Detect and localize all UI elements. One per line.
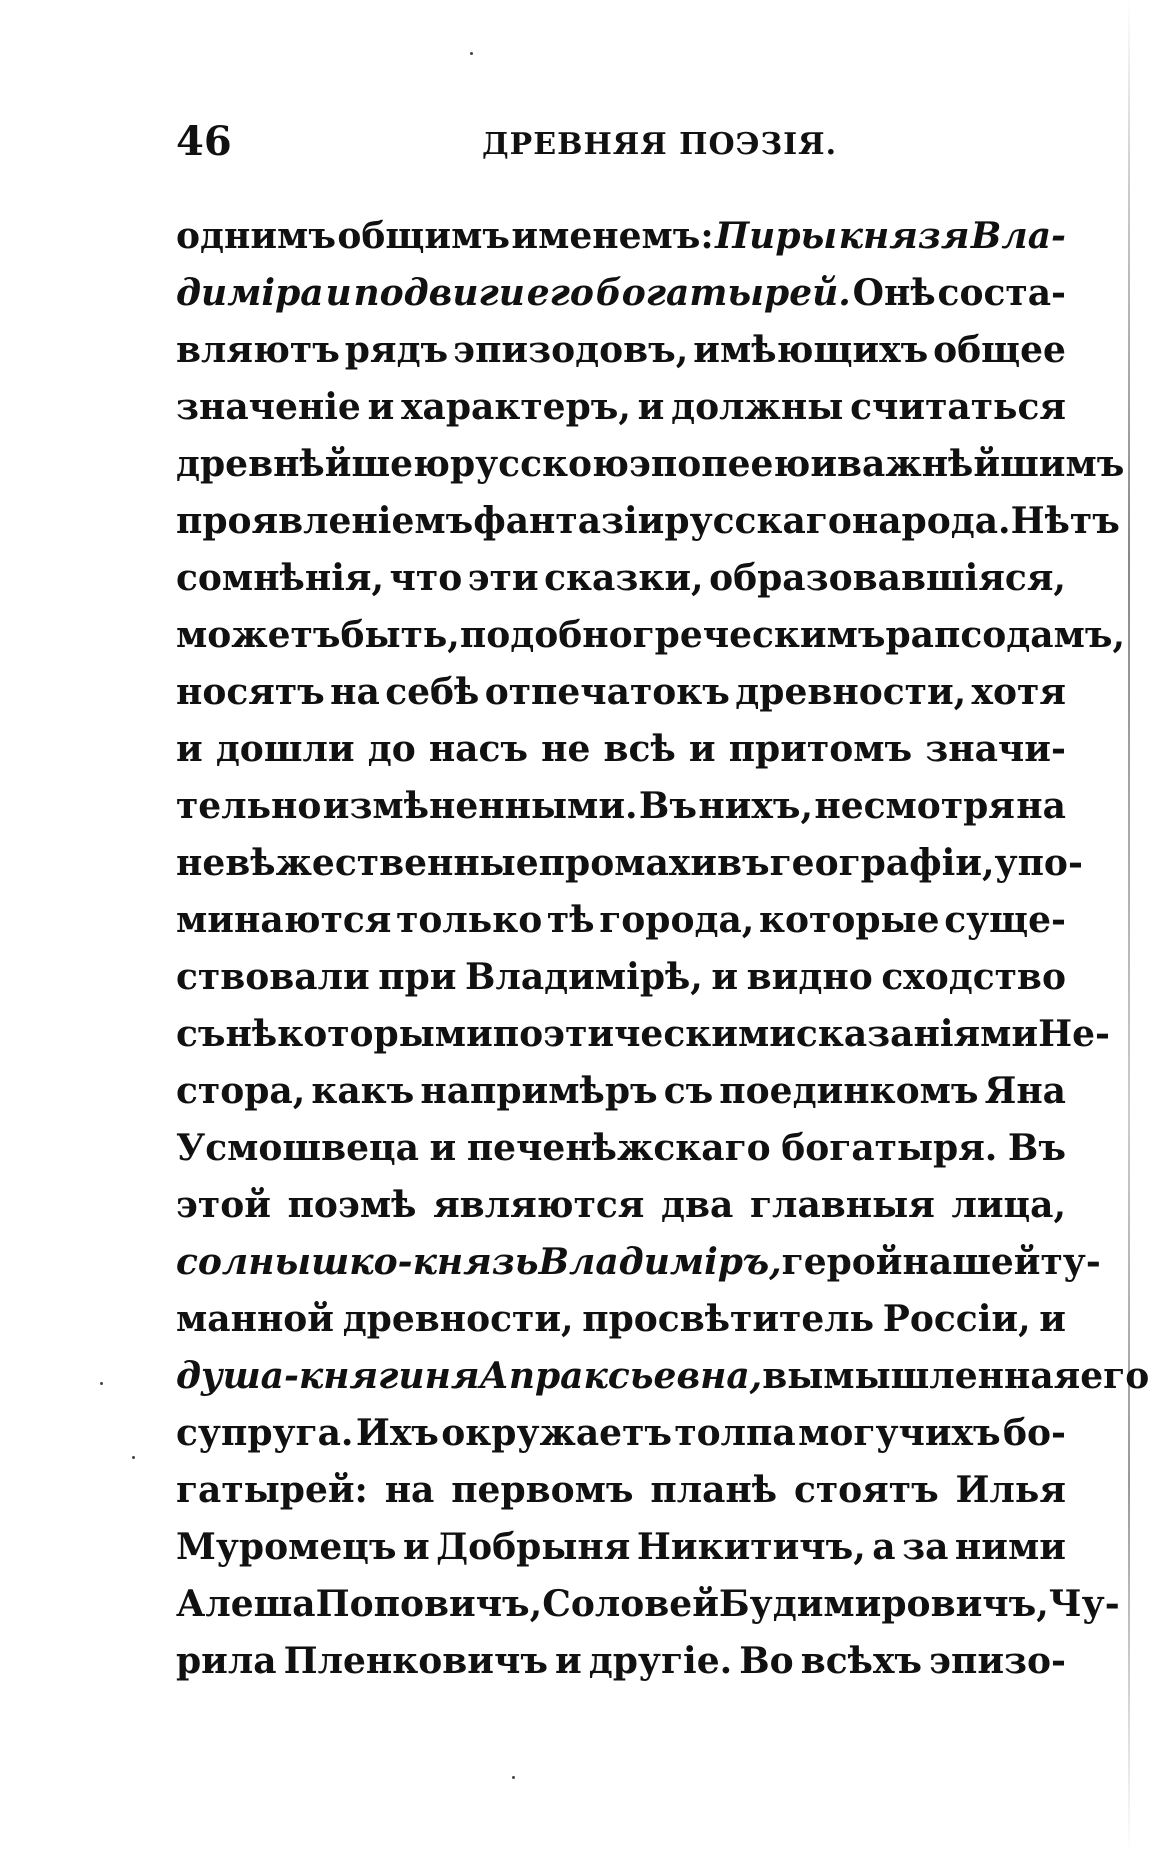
word: нашей bbox=[902, 1241, 1041, 1283]
word: города, bbox=[599, 899, 755, 941]
word: и bbox=[429, 1127, 457, 1169]
word: Чу- bbox=[1048, 1583, 1120, 1625]
word: сходство bbox=[881, 956, 1066, 998]
word: народа. bbox=[851, 500, 1011, 542]
word: за bbox=[902, 1526, 949, 1568]
word: невѣжественные bbox=[176, 842, 539, 884]
word: Поповичъ, bbox=[315, 1583, 543, 1625]
text-line bbox=[176, 892, 1066, 949]
word: всѣ bbox=[603, 728, 676, 770]
word: на bbox=[1016, 785, 1066, 827]
word: важнѣйшимъ bbox=[837, 443, 1125, 485]
word: и bbox=[555, 1640, 582, 1682]
word: всѣхъ bbox=[800, 1640, 923, 1682]
text-line bbox=[176, 1405, 1066, 1462]
word: эпопеею bbox=[628, 443, 811, 485]
text-line bbox=[176, 208, 1066, 265]
word: дошли bbox=[215, 728, 355, 770]
word: Въ bbox=[1007, 1127, 1066, 1169]
word: лица, bbox=[951, 1184, 1066, 1226]
word: общимъ bbox=[337, 215, 510, 257]
word: съ bbox=[663, 1070, 714, 1112]
word: до bbox=[367, 728, 416, 770]
word: общее bbox=[933, 329, 1066, 371]
word: характеръ, bbox=[401, 386, 631, 428]
word: Алеша bbox=[176, 1583, 316, 1625]
word: манной bbox=[176, 1298, 335, 1340]
word: напримѣръ bbox=[420, 1070, 658, 1112]
word: промахи bbox=[538, 842, 717, 884]
word: являются bbox=[433, 1184, 645, 1226]
speck-mark bbox=[132, 1456, 135, 1459]
word: стора, bbox=[176, 1070, 306, 1112]
text-line bbox=[176, 1519, 1066, 1576]
word: именемъ: bbox=[511, 215, 714, 257]
word: насъ bbox=[428, 728, 529, 770]
word: Будимировичъ, bbox=[718, 1583, 1049, 1625]
text-line bbox=[176, 664, 1066, 721]
page-edge-shadow bbox=[1128, 0, 1130, 1854]
word: Илья bbox=[955, 1469, 1066, 1511]
word: и bbox=[402, 1526, 430, 1568]
word: поединкомъ bbox=[719, 1070, 979, 1112]
word: бо- bbox=[1003, 1412, 1066, 1454]
word: и bbox=[810, 443, 838, 485]
page-number: 46 bbox=[176, 118, 232, 165]
page-header bbox=[176, 112, 1060, 172]
word: эпизодовъ, bbox=[453, 329, 689, 371]
word: нѣкоторыми bbox=[225, 1013, 493, 1055]
word: вымышленная bbox=[762, 1355, 1081, 1397]
word: съ bbox=[176, 1013, 226, 1055]
word: Пленковичъ bbox=[283, 1640, 548, 1682]
word: герой bbox=[781, 1241, 903, 1283]
word: другіе. bbox=[588, 1640, 733, 1682]
word: должны bbox=[671, 386, 844, 428]
italic-word: князя bbox=[838, 215, 970, 257]
word: несмотря bbox=[814, 785, 1015, 827]
speck-mark bbox=[100, 1382, 103, 1385]
word: образовавшіяся, bbox=[709, 557, 1066, 599]
word: первомъ bbox=[451, 1469, 634, 1511]
word: два bbox=[661, 1184, 734, 1226]
word: значи- bbox=[925, 728, 1066, 770]
word: географіи, bbox=[769, 842, 995, 884]
text-line bbox=[176, 1120, 1066, 1177]
word: тѣ bbox=[546, 899, 595, 941]
word: Яна bbox=[984, 1070, 1066, 1112]
word: Нѣтъ bbox=[1010, 500, 1120, 542]
word: притомъ bbox=[728, 728, 913, 770]
text-line bbox=[176, 1291, 1066, 1348]
word: его bbox=[1080, 1355, 1149, 1397]
italic-word: диміра bbox=[176, 272, 324, 314]
word: которые bbox=[759, 899, 940, 941]
italic-word: Владиміръ, bbox=[538, 1241, 782, 1283]
word: и bbox=[1039, 1298, 1066, 1340]
word: подобно bbox=[459, 614, 633, 656]
word: проявленіемъ bbox=[176, 500, 474, 542]
text-line bbox=[176, 1006, 1110, 1063]
text-line bbox=[176, 1063, 1066, 1120]
word: Не- bbox=[1038, 1013, 1110, 1055]
word: нихъ, bbox=[698, 785, 813, 827]
word: печенѣжскаго bbox=[466, 1127, 771, 1169]
word: минаются bbox=[176, 899, 392, 941]
italic-word: и bbox=[325, 272, 352, 314]
word: Муромецъ bbox=[176, 1526, 397, 1568]
text-line bbox=[176, 1348, 1149, 1405]
text-line bbox=[176, 493, 1120, 550]
speck-mark bbox=[470, 52, 473, 55]
text-line bbox=[176, 949, 1066, 1006]
word: ту- bbox=[1040, 1241, 1101, 1283]
word: рила bbox=[176, 1640, 277, 1682]
word: Соловей bbox=[542, 1583, 719, 1625]
word: упо- bbox=[994, 842, 1083, 884]
word: поэмѣ bbox=[287, 1184, 417, 1226]
word: Добрыня bbox=[436, 1526, 631, 1568]
word: окружаетъ bbox=[441, 1412, 672, 1454]
word: однимъ bbox=[176, 215, 336, 257]
italic-word: Пиры bbox=[715, 215, 838, 257]
word: на bbox=[384, 1469, 435, 1511]
word: Никитичъ, bbox=[636, 1526, 866, 1568]
word: только bbox=[396, 899, 543, 941]
text-line bbox=[176, 778, 1066, 835]
word: эти bbox=[467, 557, 539, 599]
italic-word: Вла- bbox=[970, 215, 1066, 257]
word: и bbox=[711, 956, 739, 998]
italic-word: его bbox=[526, 272, 594, 314]
word: русскою bbox=[449, 443, 629, 485]
word: гатырей: bbox=[176, 1469, 368, 1511]
word: ствовали bbox=[176, 956, 370, 998]
word: фантазіи bbox=[473, 500, 665, 542]
word: сомнѣнія, bbox=[176, 557, 385, 599]
word: и bbox=[367, 386, 395, 428]
text-line bbox=[176, 550, 1066, 607]
word: какъ bbox=[311, 1070, 415, 1112]
word: рапсодамъ, bbox=[885, 614, 1126, 656]
speck-mark bbox=[512, 1776, 515, 1779]
word: хотя bbox=[971, 671, 1066, 713]
word: что bbox=[389, 557, 463, 599]
word: Усмошвеца bbox=[176, 1127, 419, 1169]
word: главныя bbox=[750, 1184, 935, 1226]
text-line bbox=[176, 379, 1066, 436]
word: Онѣ bbox=[852, 272, 936, 314]
word: древности, bbox=[735, 671, 967, 713]
word: древнѣйшею bbox=[176, 443, 450, 485]
word: поэтическими bbox=[492, 1013, 796, 1055]
text-line bbox=[176, 835, 1083, 892]
italic-word: богатырей. bbox=[595, 272, 851, 314]
word: и bbox=[637, 386, 665, 428]
word: рядъ bbox=[344, 329, 449, 371]
text-line bbox=[176, 1576, 1120, 1633]
word: при bbox=[378, 956, 457, 998]
text-line bbox=[176, 265, 1066, 322]
word: а bbox=[872, 1526, 896, 1568]
word: планѣ bbox=[650, 1469, 778, 1511]
word: соста- bbox=[937, 272, 1066, 314]
word: Ихъ bbox=[355, 1412, 439, 1454]
word: считаться bbox=[850, 386, 1066, 428]
word: Владимірѣ, bbox=[465, 956, 703, 998]
italic-word: душа-княгиня bbox=[176, 1355, 480, 1397]
word: себѣ bbox=[385, 671, 480, 713]
word: Въ bbox=[638, 785, 697, 827]
word: и bbox=[688, 728, 716, 770]
word: этой bbox=[176, 1184, 271, 1226]
word: просвѣтитель bbox=[582, 1298, 875, 1340]
text-line bbox=[176, 1462, 1066, 1519]
word: вляютъ bbox=[176, 329, 340, 371]
word: греческимъ bbox=[632, 614, 886, 656]
word: супруга. bbox=[176, 1412, 354, 1454]
word: могучихъ bbox=[798, 1412, 1001, 1454]
word: стоятъ bbox=[793, 1469, 939, 1511]
word: въ bbox=[716, 842, 770, 884]
text-line bbox=[176, 607, 1126, 664]
word: суще- bbox=[944, 899, 1066, 941]
text-line bbox=[176, 436, 1125, 493]
word: Во bbox=[739, 1640, 794, 1682]
word: не bbox=[541, 728, 591, 770]
word: толпа bbox=[674, 1412, 796, 1454]
word: и bbox=[176, 728, 203, 770]
word: богатыря. bbox=[781, 1127, 998, 1169]
word: ними bbox=[954, 1526, 1066, 1568]
text-line bbox=[176, 1177, 1066, 1234]
text-line bbox=[176, 1234, 1101, 1291]
text-line bbox=[176, 721, 1066, 778]
word: сказки, bbox=[544, 557, 704, 599]
running-head: ДРЕВНЯЯ ПОЭЗІЯ. bbox=[482, 127, 838, 162]
word: можетъ bbox=[176, 614, 341, 656]
word: древности, bbox=[342, 1298, 574, 1340]
word: измѣненными. bbox=[322, 785, 638, 827]
word: видно bbox=[746, 956, 873, 998]
word: имѣющихъ bbox=[693, 329, 929, 371]
word: сказаніями bbox=[795, 1013, 1039, 1055]
body-text bbox=[176, 208, 1149, 1690]
italic-word: солнышко-князь bbox=[176, 1241, 539, 1283]
italic-word: подвиги bbox=[353, 272, 525, 314]
word: Россіи, bbox=[882, 1298, 1031, 1340]
word: русскаго bbox=[664, 500, 852, 542]
word: значеніе bbox=[176, 386, 361, 428]
italic-word: Апраксьевна, bbox=[479, 1355, 763, 1397]
word: тельно bbox=[176, 785, 322, 827]
word: носятъ bbox=[176, 671, 325, 713]
word: быть, bbox=[340, 614, 460, 656]
word: отпечатокъ bbox=[484, 671, 730, 713]
word: эпизо- bbox=[929, 1640, 1066, 1682]
text-line bbox=[176, 1633, 1066, 1690]
word: на bbox=[330, 671, 380, 713]
text-line bbox=[176, 322, 1066, 379]
